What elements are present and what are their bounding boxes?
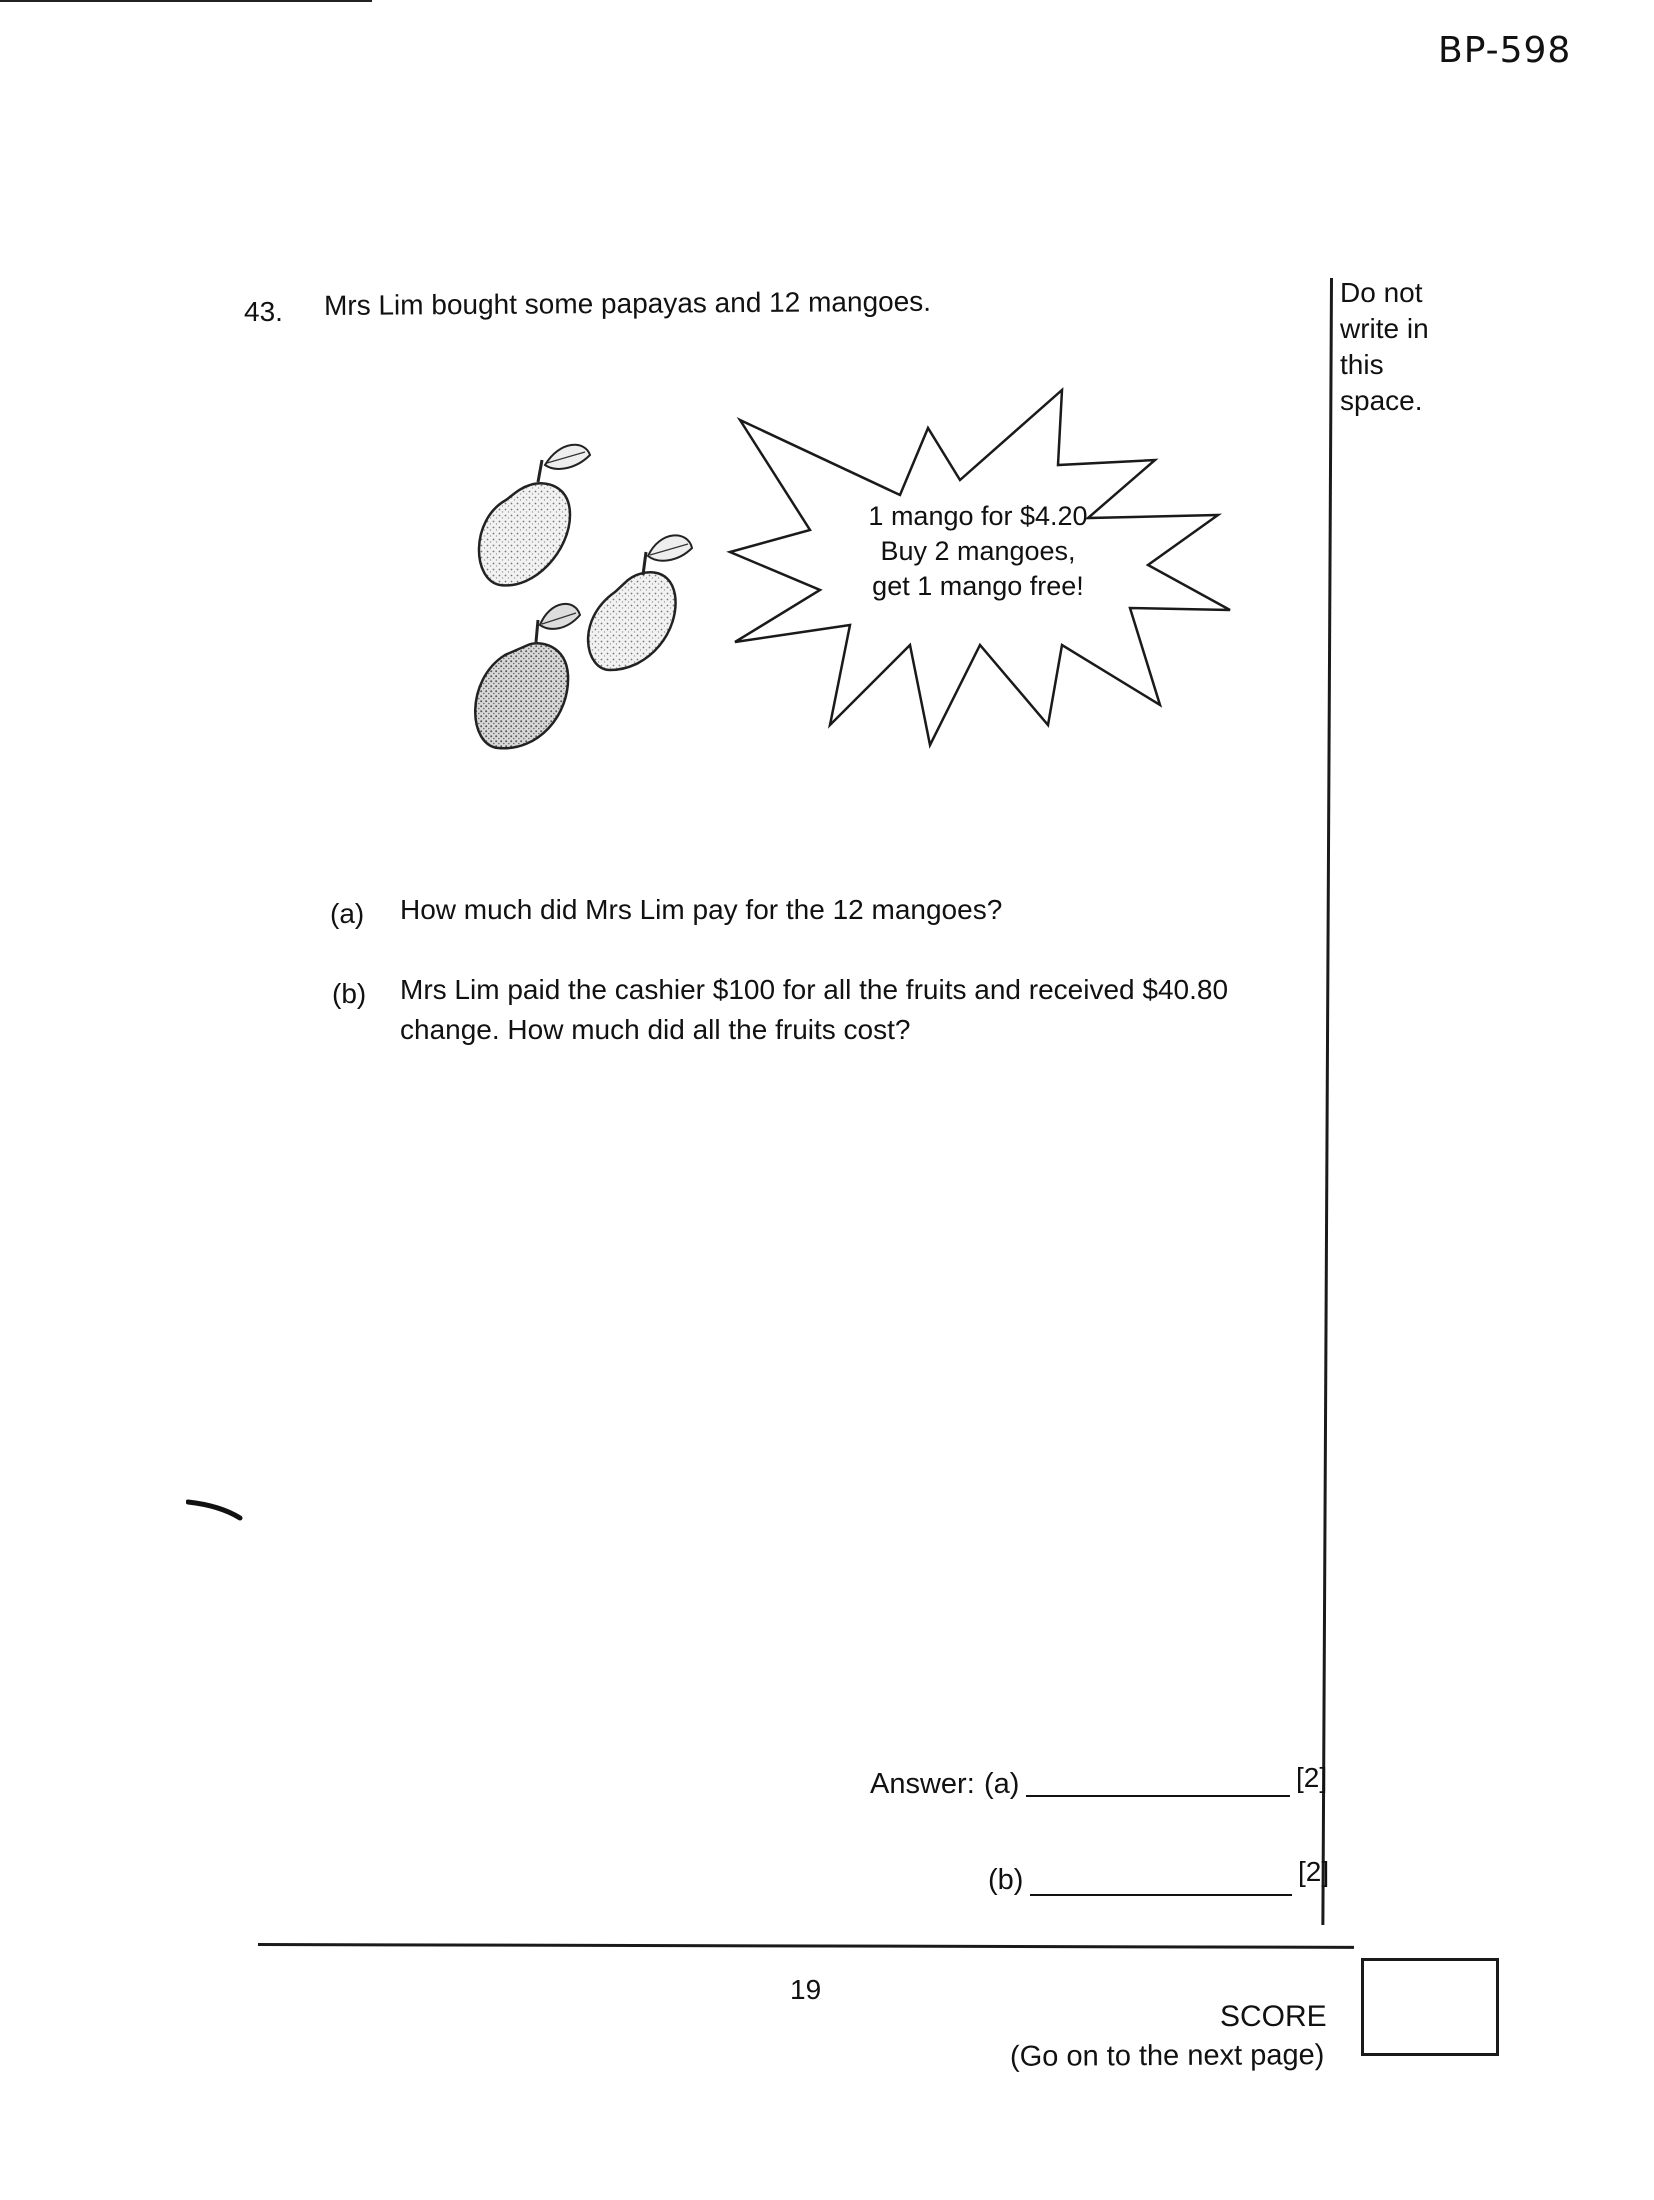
answer-b-marks: [2] xyxy=(1298,1856,1330,1887)
part-a-label: (a) xyxy=(330,898,365,929)
footer-rule xyxy=(258,1943,1354,1949)
mango-icon xyxy=(479,445,590,586)
promo-line-2: Buy 2 mangoes, xyxy=(880,536,1076,566)
mango-icon xyxy=(588,535,692,670)
part-b-text-line-1: Mrs Lim paid the cashier $100 for all the fruits and received $40.80 xyxy=(400,974,1229,1005)
part-a-text: How much did Mrs Lim pay for the 12 mangoes? xyxy=(400,894,1003,925)
score-label: SCORE xyxy=(1220,2000,1327,2033)
promo-line-3: get 1 mango free! xyxy=(872,571,1084,601)
question-stem: Mrs Lim bought some papayas and 12 mangoes. xyxy=(323,285,932,321)
answer-a-field[interactable] xyxy=(1026,1765,1290,1797)
score-box[interactable] xyxy=(1361,1958,1499,2056)
starburst-shape xyxy=(730,390,1230,745)
part-b-text-line-2: change. How much did all the fruits cost? xyxy=(400,1014,911,1045)
question-number: 43. xyxy=(244,296,283,327)
mango-promo-illustration xyxy=(450,370,1250,770)
promo-line-1: 1 mango for $4.20 xyxy=(868,501,1088,531)
page-number: 19 xyxy=(790,1974,822,2005)
margin-divider xyxy=(1321,278,1333,1925)
pen-mark xyxy=(186,1496,246,1526)
document-code: BP-598 xyxy=(1438,30,1572,71)
mango-icon xyxy=(475,604,580,748)
margin-note: Do not write in this space. xyxy=(1340,277,1429,416)
answer-b-field[interactable] xyxy=(1030,1864,1292,1896)
answer-b-label: (b) xyxy=(988,1864,1024,1896)
answer-a-label: (a) xyxy=(984,1768,1020,1800)
top-edge-rule xyxy=(0,0,372,2)
next-page-note: (Go on to the next page) xyxy=(1009,2039,1325,2073)
answer-prefix: Answer: xyxy=(870,1768,975,1800)
part-b-label: (b) xyxy=(332,978,367,1009)
answer-a-marks: [2] xyxy=(1296,1762,1328,1793)
